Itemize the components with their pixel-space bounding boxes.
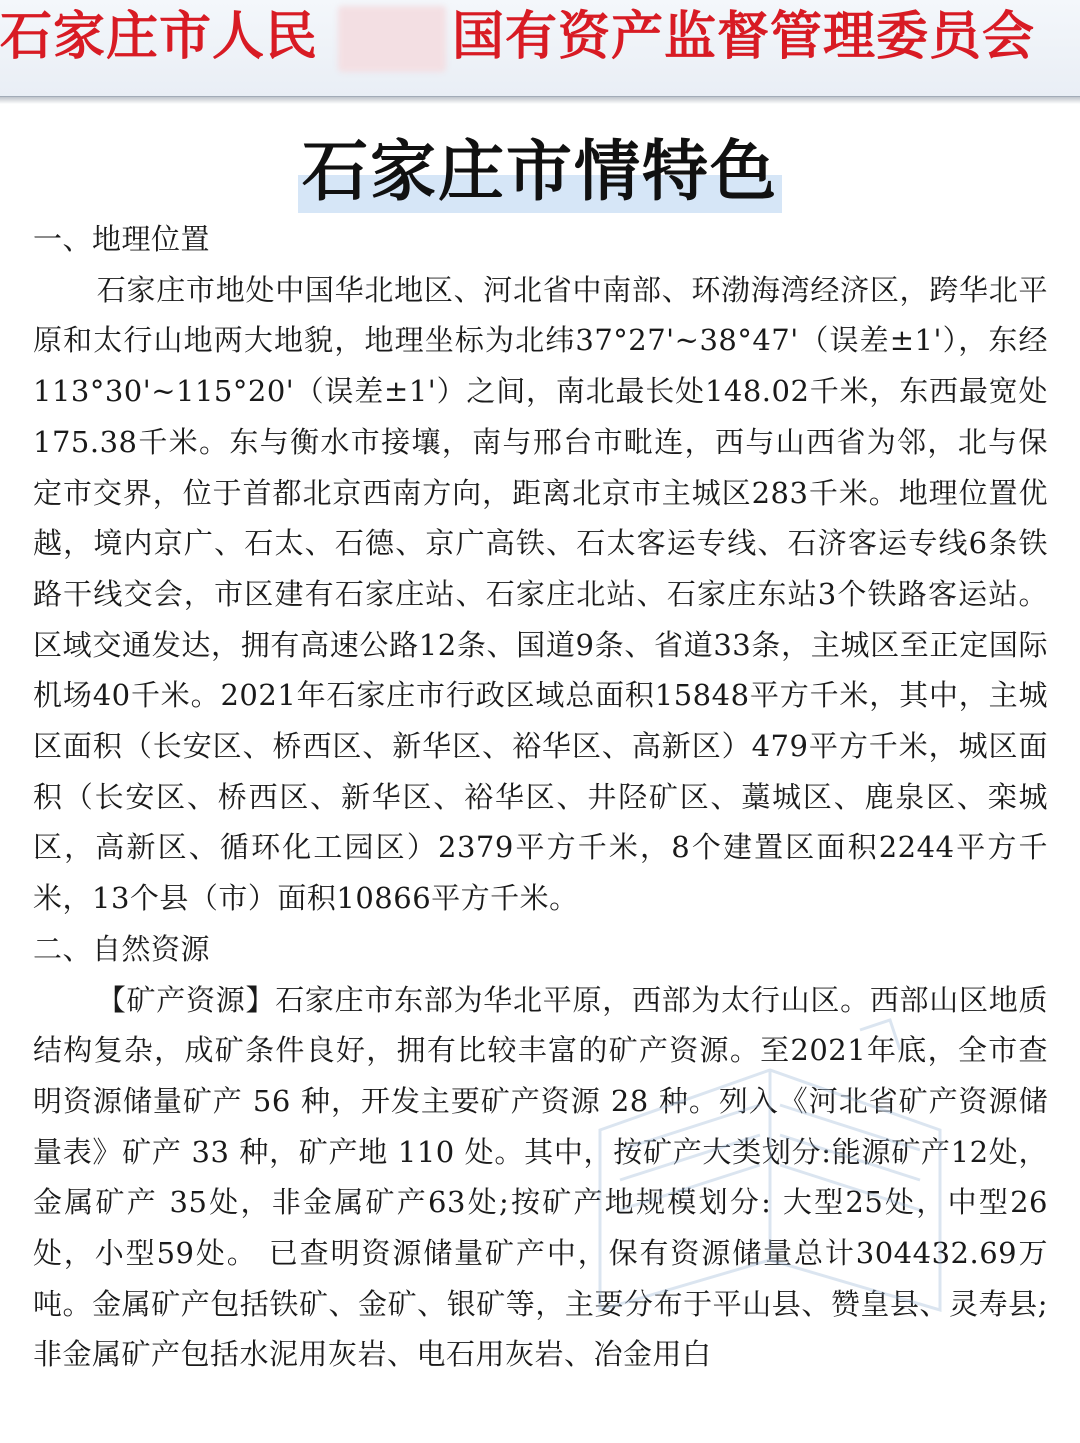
banner-title-left: 石家庄市人民 <box>0 6 319 67</box>
redacted-region <box>338 6 446 72</box>
section-heading-geography: 一、地理位置 <box>33 222 211 256</box>
paragraph-geography: 石家庄市地处中国华北地区、河北省中南部、环渤海湾经济区，跨华北平原和太行山地两大地貌，地理坐标为北纬37°27'~38°47'（误差±1'），东经113°30'~115°20'（误差±1'）之间，南北最长处148.02千米，东西最宽处175.38千米。东与衡水市接壤，南与邢台市毗连，西与山西省为邻，北与保定市交界，位于首都北京西南方向，距离北京市主城区283千米。地理位置优越，境内京广、石太、石德、京广高铁、石太客运专线、石济客运专线6条铁路干线交会，市区建有石家庄站、石家庄北站、石家庄东站3个铁路客运站。区域交通发达，拥有高速公路12条、国道9条、省道33条，主城区至正定国际机场40千米。2021年石家庄市行政区域总面积15848平方千米，其中，主城区面积（长安区、桥西区、新华区、裕华区、高新区）479平方千米，城区面积（长安区、桥西区、新华区、裕华区、井陉矿区、藁城区、鹿泉区、栾城区，高新区、循环化工园区）2379平方千米，8个建置区面积2244平方千米，13个县（市）面积10866平方千米。 <box>33 272 1048 916</box>
banner-title-right: 国有资产监督管理委员会 <box>452 6 1036 67</box>
header-banner <box>0 0 1080 97</box>
document-body <box>33 214 1048 1380</box>
page-title <box>0 118 1080 213</box>
banner-shadow <box>0 96 1080 104</box>
paragraph-mineral-resources: 【矿产资源】石家庄市东部为华北平原，西部为太行山区。西部山区地质结构复杂，成矿条件良好，拥有比较丰富的矿产资源。至2021年底，全市查明资源储量矿产 56 种，开发主要矿产资源 28 种。列入《河北省矿产资源储量表》矿产 33 种，矿产地 110 处。其中，按矿产大类划分:能源矿产12处，金属矿产 35处，非金属矿产63处;按矿产地规模划分: 大型25处，中型26处，小型59处。 已查明资源储量矿产中，保有资源储量总计304432.69万吨。金属矿产包括铁矿、金矿、银矿等，主要分布于平山县、赞皇县、灵寿县;非金属矿产包括水泥用灰岩、电石用灰岩、冶金用白 <box>33 982 1048 1372</box>
page-title-text: 石家庄市情特色 <box>298 118 782 213</box>
section-heading-natural-resources: 二、自然资源 <box>33 931 211 966</box>
